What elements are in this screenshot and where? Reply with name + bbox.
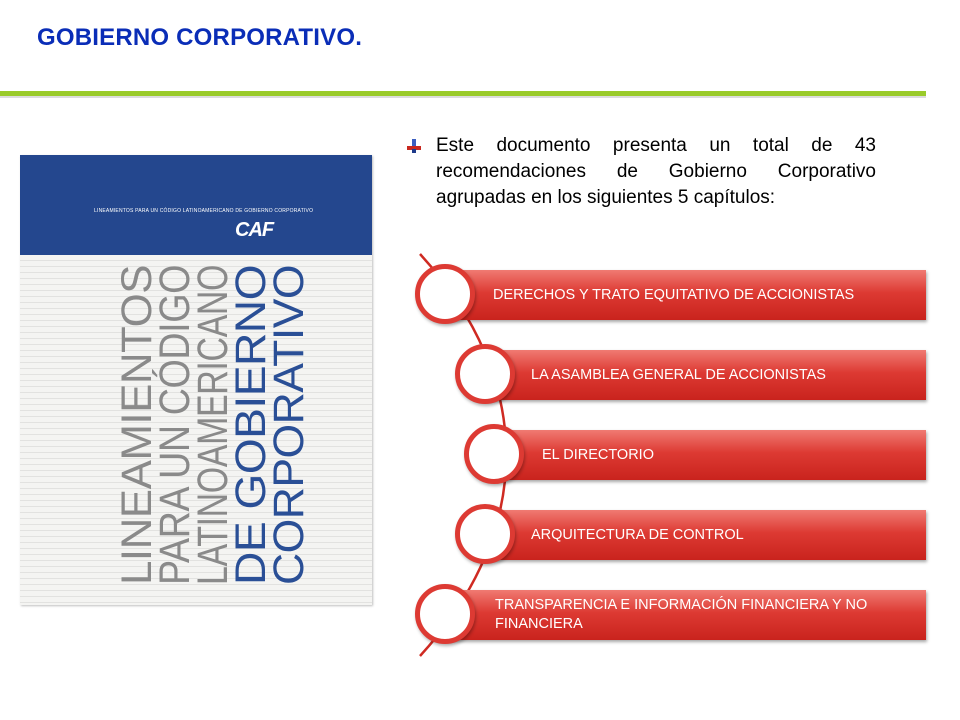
cover-line-4: DE GOBIERNO	[227, 287, 275, 585]
chapter-marker-4	[455, 504, 515, 564]
page-title: GOBIERNO CORPORATIVO.	[37, 24, 363, 51]
chapter-marker-5	[415, 584, 475, 644]
chapter-label: TRANSPARENCIA E INFORMACIÓN FINANCIERA Y NO FINANCIERA	[495, 597, 868, 632]
chapter-marker-1	[415, 264, 475, 324]
chapter-label: DERECHOS Y TRATO EQUITATIVO DE ACCIONISTAS	[493, 286, 855, 303]
chapter-label: EL DIRECTORIO	[542, 446, 654, 463]
cover-top-band	[20, 155, 372, 255]
caf-logo: CAF	[235, 219, 274, 241]
chapter-label: LA ASAMBLEA GENERAL DE ACCIONISTAS	[531, 366, 826, 383]
chapter-bar-4	[483, 510, 926, 560]
chapter-marker-3	[464, 424, 524, 484]
title-divider-shadow	[0, 96, 926, 98]
bullet-arrow-icon	[407, 139, 421, 153]
book-cover	[20, 155, 372, 605]
chapter-bar-1	[443, 270, 926, 320]
chapter-bar-2	[483, 350, 926, 400]
chapter-bar-3	[492, 430, 926, 480]
chapter-label: ARQUITECTURA DE CONTROL	[531, 526, 744, 543]
chapter-marker-2	[455, 344, 515, 404]
cover-line-3: LATINOAMERICANO	[189, 179, 237, 585]
cover-subtitle: LINEAMIENTOS PARA UN CÓDIGO LATINOAMERICANO DE GOBIERNO CORPORATIVO	[94, 208, 314, 214]
intro-paragraph: Este documento presenta un total de 43 recomendaciones de Gobierno Corporativo agrupadas en los siguientes 5 capítulos:	[436, 135, 876, 208]
chapter-bar-5	[443, 590, 926, 640]
cover-line-1: LINEAMIENTOS	[113, 271, 161, 585]
cover-line-5: CORPORATIVO	[265, 275, 313, 585]
cover-line-2: PARA UN CÓDIGO	[151, 220, 199, 585]
